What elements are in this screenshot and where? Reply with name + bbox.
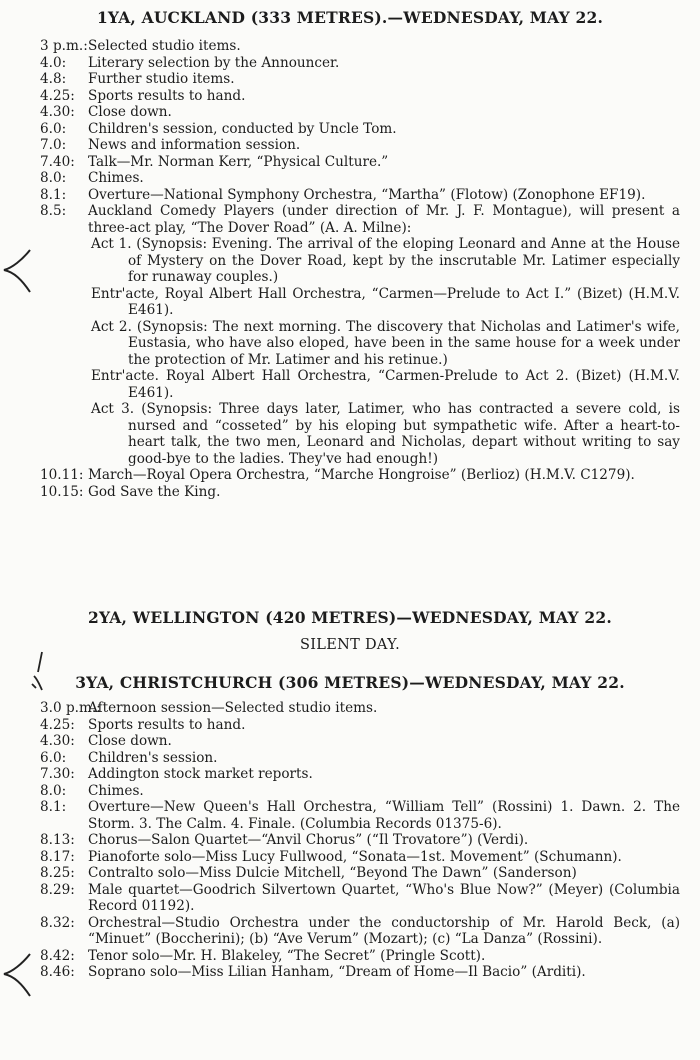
entry-text: Entr'acte. Royal Albert Hall Orchestra, “Carmen-Prelude to Act 2. (Bizet) (H.M.V. E461). xyxy=(91,368,680,401)
silent-day-note: SILENT DAY. xyxy=(300,637,400,653)
entry-time: 8.42: xyxy=(40,947,75,964)
entry-time: 7.30: xyxy=(40,766,75,782)
sub-entry xyxy=(0,286,700,319)
programme-entry xyxy=(0,104,700,121)
programme-entry xyxy=(0,964,700,981)
entry-text: God Save the King. xyxy=(88,483,221,500)
entry-time: 4.25: xyxy=(40,716,75,733)
entry-text: Entr'acte, Royal Albert Hall Orchestra, “Carmen—Prelude to Act I.” (Bizet) (H.M.V. E461). xyxy=(91,285,680,318)
programme-entry xyxy=(0,915,700,948)
programme-entry xyxy=(0,203,700,236)
sub-entry xyxy=(0,401,700,467)
entry-text: Overture—National Symphony Orchestra, “Martha” (Flotow) (Zonophone EF19). xyxy=(88,186,646,203)
entry-time: 8.5: xyxy=(40,203,67,219)
programme-entry xyxy=(0,717,700,734)
programme-entry xyxy=(0,137,700,154)
programme-entry xyxy=(0,121,700,138)
programme-entry xyxy=(0,170,700,187)
entry-text: Act 1. (Synopsis: Evening. The arrival of the eloping Leonard and Anne at the House of Mystery on the Dover Road, kept by the inscrutable Mr. Latimer especially for runaway couples.) xyxy=(91,236,680,285)
programme-entry xyxy=(0,783,700,800)
entry-time: 4.30: xyxy=(40,104,75,120)
section-heading-wellington: 2YA, WELLINGTON (420 METRES)—WEDNESDAY, MAY 22. xyxy=(88,608,612,627)
entry-time: 4.0: xyxy=(40,54,67,71)
entry-time: 8.0: xyxy=(40,170,67,186)
section-heading-auckland: 1YA, AUCKLAND (333 METRES).—WEDNESDAY, MAY 22. xyxy=(96,8,604,27)
programme-entry xyxy=(0,88,700,105)
entry-time: 8.17: xyxy=(40,848,75,865)
entry-text: Chimes. xyxy=(88,170,144,186)
sub-entry xyxy=(0,319,700,369)
entry-time: 8.29: xyxy=(40,881,75,898)
entry-text: Children's session. xyxy=(88,749,218,766)
programme-entry xyxy=(0,700,700,717)
programme-entry xyxy=(0,484,700,501)
entry-text: Children's session, conducted by Uncle Tom. xyxy=(88,120,397,137)
entry-text: Auckland Comedy Players (under direction of Mr. J. F. Montague), will present a three-act play, “The Dover Road” (A. A. Milne): xyxy=(88,203,680,236)
programme-entry xyxy=(0,55,700,72)
programme-entry xyxy=(0,882,700,915)
entry-time: 8.1: xyxy=(40,799,67,815)
entry-text: Chimes. xyxy=(88,782,144,799)
entry-time: 8.1: xyxy=(40,186,67,203)
entry-time: 8.13: xyxy=(40,832,75,848)
entry-text: Act 2. (Synopsis: The next morning. The discovery that Nicholas and Latimer's wife, Eustasia, who have also eloped, have been in the same house for a week under the protection of Mr. Latimer and his retinue.) xyxy=(91,318,680,368)
entry-text: Addington stock market reports. xyxy=(88,766,313,782)
entry-text: Act 3. (Synopsis: Three days later, Latimer, who has contracted a severe cold, is nursed and “cosseted” by his eloping but sympathetic wife. After a heart-to-heart talk, the two men, Leonard and Nicholas, depart without writing to say good-bye to the ladies. They've had enough!) xyxy=(91,401,680,467)
programme-entry xyxy=(0,154,700,171)
sub-entry xyxy=(0,236,700,286)
entry-time: 6.0: xyxy=(40,749,67,766)
entry-text: Talk—Mr. Norman Kerr, “Physical Culture.” xyxy=(88,153,389,170)
entry-time: 7.40: xyxy=(40,153,75,170)
entry-text: Overture—New Queen's Hall Orchestra, “William Tell” (Rossini) 1. Dawn. 2. The Storm. 3. The Calm. 4. Finale. (Columbia Records 01375-6). xyxy=(88,799,680,832)
programme-entry xyxy=(0,187,700,204)
entry-time: 7.0: xyxy=(40,137,67,153)
entry-text: Afternoon session—Selected studio items. xyxy=(88,700,378,716)
programme-entry xyxy=(0,733,700,750)
entry-time: 3.0 p.m.: xyxy=(40,700,101,716)
entry-text: Sports results to hand. xyxy=(88,716,246,733)
entry-text: Orchestral—Studio Orchestra under the conductorship of Mr. Harold Beck, (a) “Minuet” (Boccherini); (b) “Ave Verum” (Mozart); (c) “La Danza” (Rossini). xyxy=(88,914,680,947)
entry-time: 4.25: xyxy=(40,87,75,104)
entry-text: Sports results to hand. xyxy=(88,87,246,104)
programme-entry xyxy=(0,948,700,965)
sub-entry xyxy=(0,368,700,401)
pencil-mark-icon xyxy=(28,650,52,694)
entry-text: Close down. xyxy=(88,733,172,749)
entry-time: 8.46: xyxy=(40,964,75,980)
programme-entry xyxy=(0,38,700,55)
entry-text: March—Royal Opera Orchestra, “Marche Hongroise” (Berlioz) (H.M.V. C1279). xyxy=(88,467,635,483)
programme-entry xyxy=(0,799,700,832)
entry-text: Chorus—Salon Quartet—“Anvil Chorus” (“Il Trovatore”) (Verdi). xyxy=(88,832,529,848)
entry-time: 8.25: xyxy=(40,865,75,881)
entry-text: Pianoforte solo—Miss Lucy Fullwood, “Sonata—1st. Movement” (Schumann). xyxy=(88,848,622,865)
programme-list-auckland xyxy=(0,38,700,500)
entry-text: Soprano solo—Miss Lilian Hanham, “Dream of Home—Il Bacio” (Arditi). xyxy=(88,964,586,980)
entry-time: 10.15: xyxy=(40,483,84,500)
programme-entry xyxy=(0,467,700,484)
programme-entry xyxy=(0,849,700,866)
programme-entry xyxy=(0,750,700,767)
programme-entry xyxy=(0,766,700,783)
entry-text: Male quartet—Goodrich Silvertown Quartet, “Who's Blue Now?” (Meyer) (Columbia Record 01192). xyxy=(88,881,680,914)
programme-entry xyxy=(0,71,700,88)
entry-time: 4.8: xyxy=(40,71,67,87)
pencil-mark-icon xyxy=(0,950,34,1000)
programme-entry xyxy=(0,865,700,882)
entry-text: Literary selection by the Announcer. xyxy=(88,54,340,71)
section-heading-christchurch: 3YA, CHRISTCHURCH (306 METRES)—WEDNESDAY, MAY 22. xyxy=(75,673,625,692)
entry-text: Tenor solo—Mr. H. Blakeley, “The Secret” (Pringle Scott). xyxy=(88,947,486,964)
entry-text: News and information session. xyxy=(88,137,301,153)
pencil-mark-icon xyxy=(0,246,34,296)
entry-text: Selected studio items. xyxy=(88,38,241,54)
programme-list-christchurch xyxy=(0,700,700,981)
entry-time: 8.32: xyxy=(40,914,75,931)
entry-time: 6.0: xyxy=(40,120,67,137)
entry-text: Further studio items. xyxy=(88,71,235,87)
entry-time: 10.11: xyxy=(40,467,84,483)
entry-text: Contralto solo—Miss Dulcie Mitchell, “Beyond The Dawn” (Sanderson) xyxy=(88,865,577,881)
programme-entry xyxy=(0,832,700,849)
entry-time: 8.0: xyxy=(40,782,67,799)
entry-time: 4.30: xyxy=(40,733,75,749)
entry-text: Close down. xyxy=(88,104,172,120)
entry-time: 3 p.m.: xyxy=(40,38,88,54)
